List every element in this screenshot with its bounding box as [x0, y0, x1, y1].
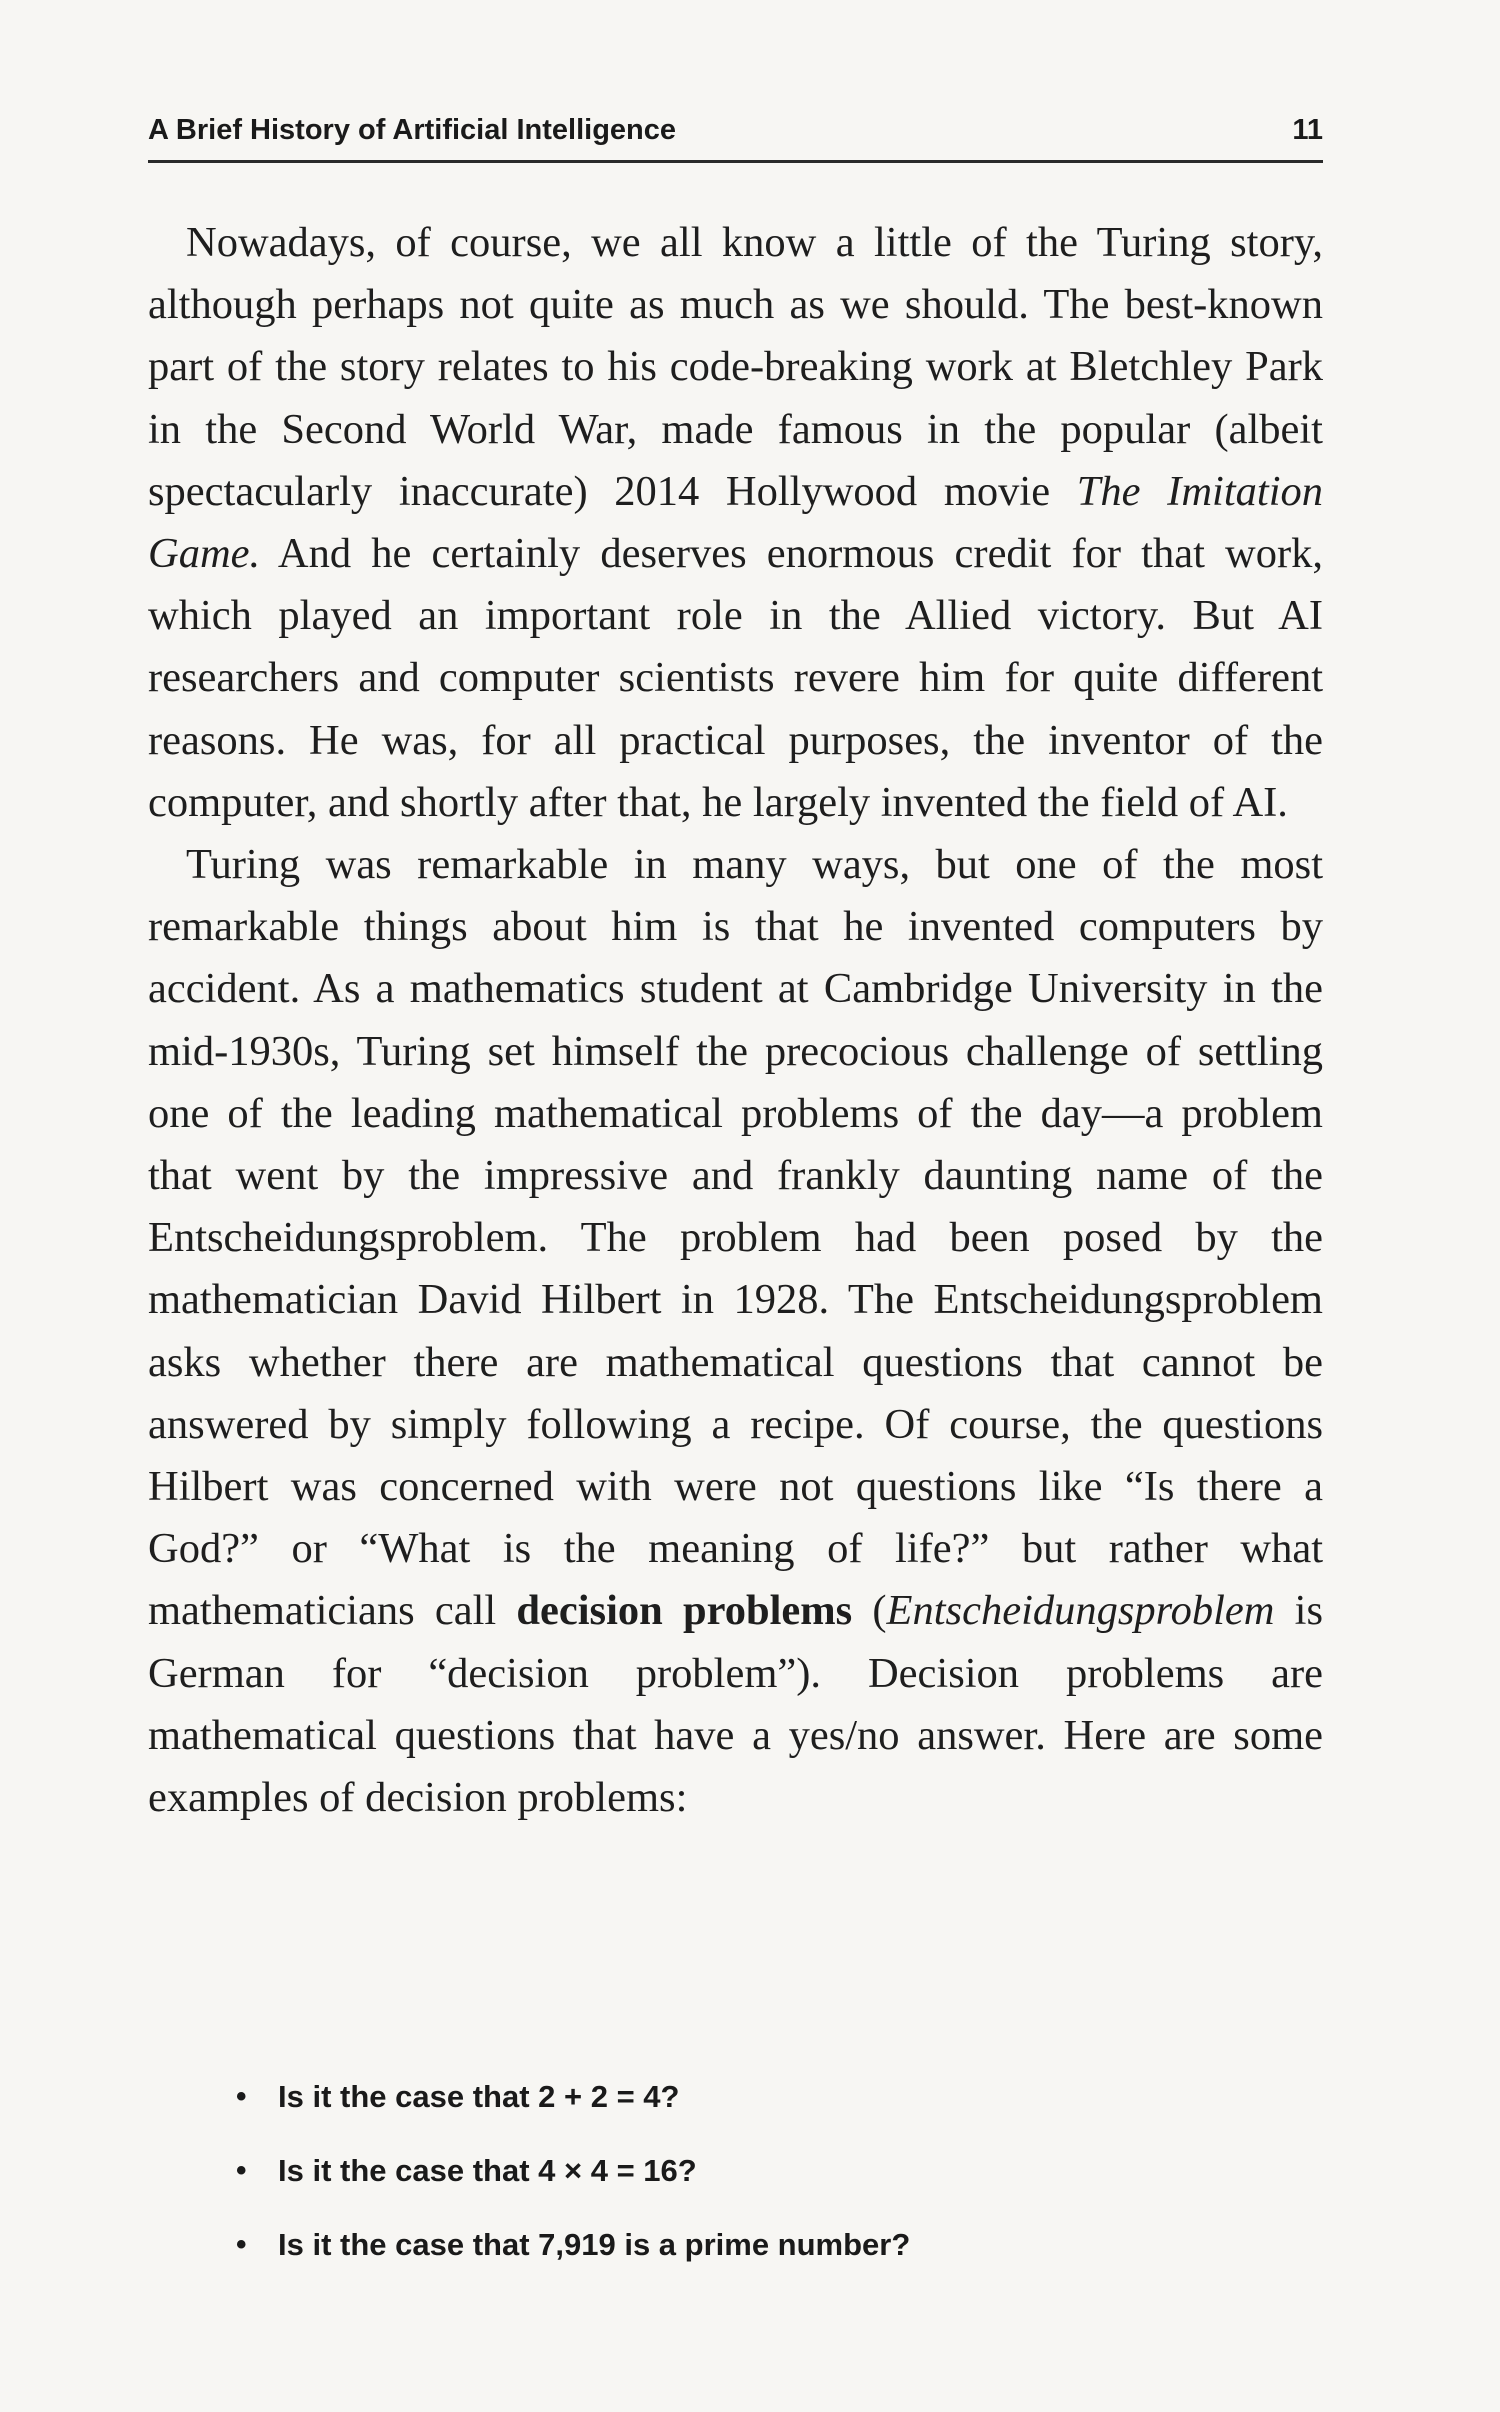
bullet-icon: • — [236, 2154, 247, 2187]
paragraph-2-text-b: ( — [852, 1587, 887, 1635]
page-number: 11 — [1292, 114, 1323, 146]
bullet-icon: • — [236, 2228, 247, 2261]
paragraph-2 — [148, 834, 1323, 1829]
paragraph-2-text-c: is German for “decision problem”). Decision problems are mathematical questions that have a yes/no answer. Here are some examples of decision problems: — [148, 1587, 1324, 1822]
paragraph-1-text-b: And he certainly deserves enormous credit for that work, which played an important role in the Allied victory. But AI researchers and computer scientists revere him for quite different reasons. He was, for all practical purposes, the inventor of the computer, and shortly after that, he largely invented the field of AI. — [148, 530, 1323, 826]
paragraph-1 — [148, 212, 1323, 834]
running-head-title: A Brief History of Artificial Intelligence — [148, 114, 677, 146]
running-head — [148, 110, 1323, 156]
list-item-text: Is it the case that 7,919 is a prime number? — [278, 2227, 911, 2262]
film-title: The Imitation Game. — [148, 467, 1323, 578]
decision-problem-examples — [236, 2060, 1136, 2282]
paragraph-2-text-a: Turing was remarkable in many ways, but one of the most remarkable things about him is that he invented computers by accident. As a mathematics student at Cambridge University in the mid-1930s, Turing set himself the precocious challenge of settling one of the leading mathematical problems of the day—a problem that went by the impressive and frankly daunting name of the Entscheidungsproblem. The problem had been posed by the mathematician David Hilbert in 1928. The Entscheidungsproblem asks whether there are mathematical questions that cannot be answered by simply following a recipe. Of course, the questions Hilbert was concerned with were not questions like “Is there a God?” or “What is the meaning of life?” but rather what mathematicians call — [148, 841, 1323, 1635]
list-item — [236, 2134, 1136, 2208]
german-term: Entscheidungsproblem — [886, 1587, 1275, 1635]
header-rule — [148, 160, 1323, 163]
key-term: decision problems — [516, 1587, 853, 1635]
list-item-text: Is it the case that 4 × 4 = 16? — [278, 2153, 697, 2188]
list-item-text: Is it the case that 2 + 2 = 4? — [278, 2079, 680, 2114]
body-text — [148, 212, 1323, 1829]
list-item — [236, 2208, 1136, 2282]
bullet-icon: • — [236, 2080, 247, 2113]
list-item — [236, 2060, 1136, 2134]
paragraph-1-text-a: Nowadays, of course, we all know a little of the Turing story, although perhaps not quite as much as we should. The best-known part of the story relates to his code-breaking work at Bletchley Park in the Second World War, made famous in the popular (albeit spectacularly inaccurate) 2014 Hollywood movie — [148, 219, 1323, 515]
